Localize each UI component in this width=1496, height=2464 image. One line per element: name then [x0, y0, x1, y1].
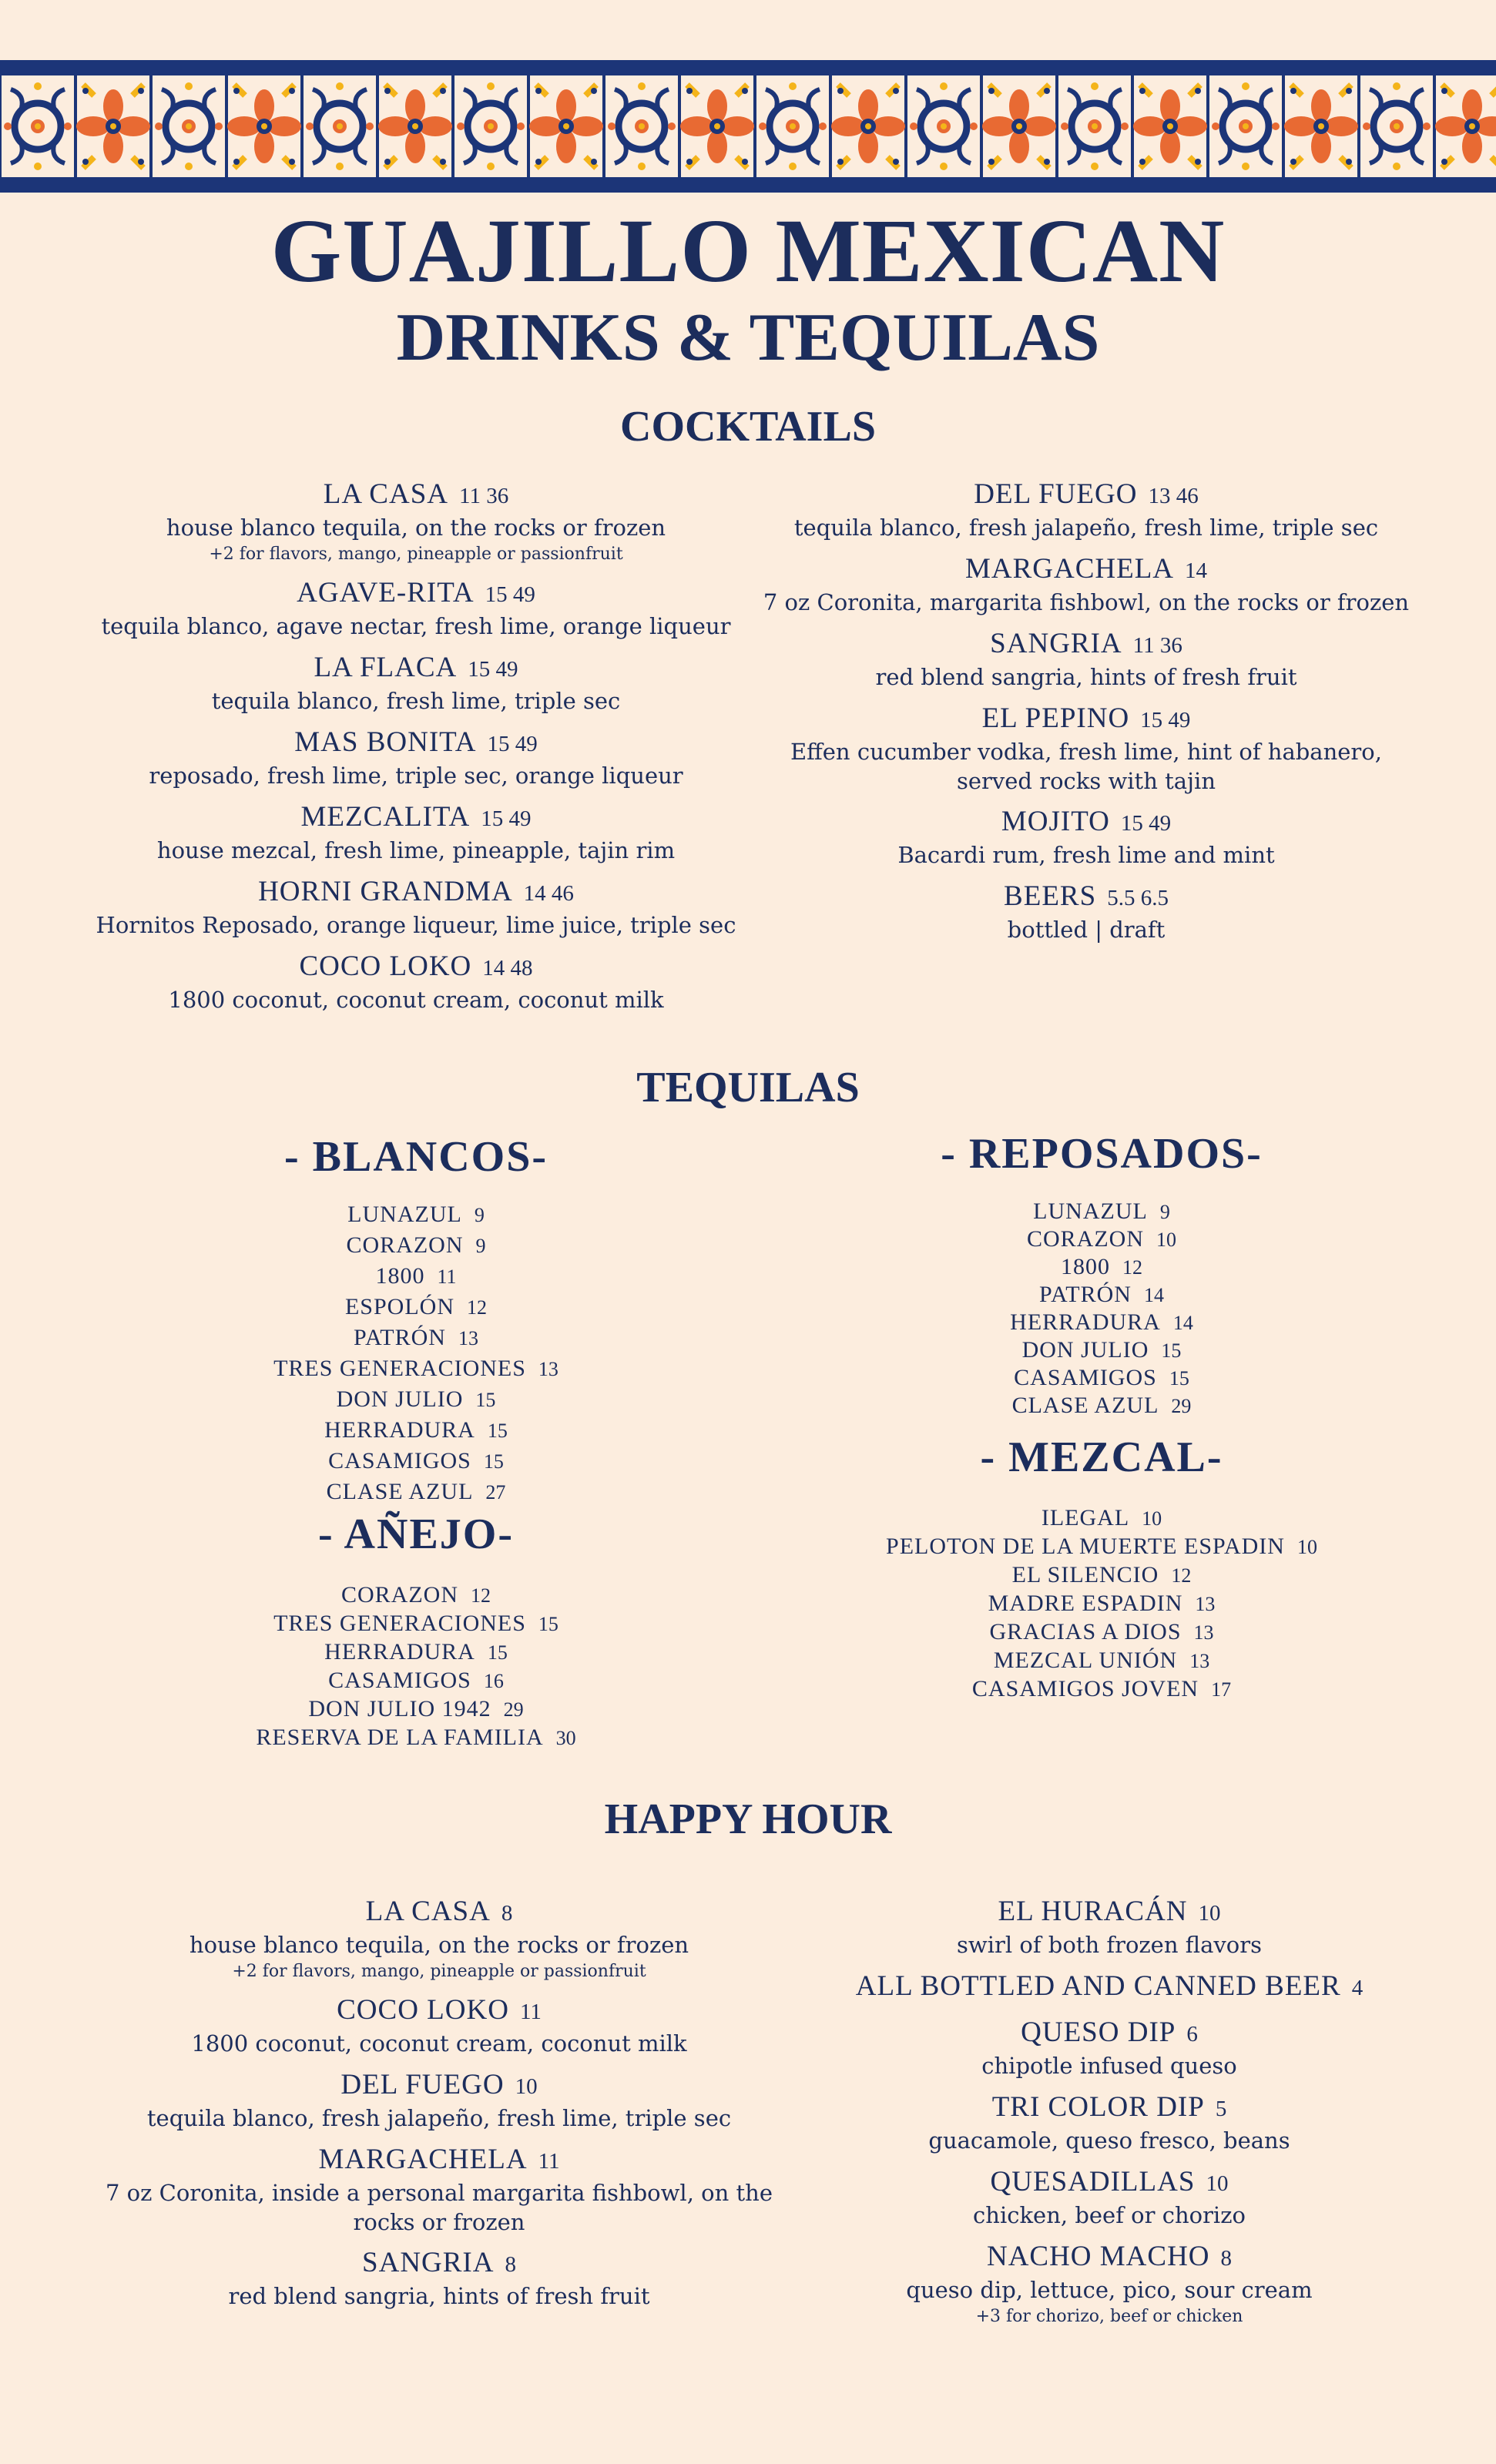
item-price: 5	[1215, 2097, 1227, 2121]
happy-item-nacho-macho	[786, 2240, 1433, 2329]
item-description: tequila blanco, fresh jalapeño, fresh lime, triple sec	[146, 2105, 732, 2131]
item-name: CORAZON	[340, 1582, 458, 1607]
item-name: HORNI GRANDMA	[258, 876, 513, 907]
list-item	[100, 1639, 732, 1668]
item-price: 10	[515, 2074, 538, 2099]
list-item	[786, 1534, 1417, 1562]
item-name: DON JULIO	[336, 1386, 464, 1412]
list-item	[100, 1263, 732, 1294]
item-price: 5.5 6.5	[1107, 886, 1169, 910]
item-price: 11 36	[459, 484, 509, 508]
item-price: 11	[538, 2149, 560, 2174]
item-description: queso dip, lettuce, pico, sour cream	[906, 2277, 1313, 2303]
happy-item-coco-loko	[92, 1993, 786, 2068]
item-name: MAS BONITA	[294, 726, 477, 758]
item-description: house mezcal, fresh lime, pineapple, tajin rim	[156, 837, 676, 863]
list-item	[100, 1325, 732, 1356]
list-item	[786, 1648, 1417, 1676]
list-item	[100, 1479, 732, 1510]
item-description: tequila blanco, agave nectar, fresh lime, orange liqueur	[101, 613, 731, 639]
list-item	[100, 1417, 732, 1448]
list-item	[786, 1254, 1417, 1282]
item-name: LA FLACA	[314, 652, 458, 683]
item-price: 15	[475, 1389, 496, 1411]
happy-item-all-beer	[786, 1970, 1433, 2016]
item-name: PATRÓN	[1039, 1282, 1132, 1307]
item-price: 10	[1156, 1229, 1176, 1251]
cocktail-item-la-casa	[92, 478, 740, 576]
item-price: 15 49	[485, 582, 535, 607]
item-name: CORAZON	[1026, 1226, 1144, 1252]
anejo-heading: - AÑEJO-	[318, 1510, 514, 1558]
item-name: LUNAZUL	[347, 1202, 462, 1227]
item-price: 11	[519, 2000, 542, 2024]
item-price: 15	[1161, 1339, 1182, 1362]
cocktail-item-la-flaca	[92, 651, 740, 726]
item-description: Bacardi rum, fresh lime and mint	[897, 842, 1275, 868]
list-item	[100, 1696, 732, 1725]
item-description: tequila blanco, fresh lime, triple sec	[211, 688, 621, 714]
item-description: 1800 coconut, coconut cream, coconut milk	[191, 2030, 687, 2057]
list-item	[100, 1356, 732, 1386]
item-name: MEZCAL UNIÓN	[993, 1648, 1178, 1673]
item-price: 13	[1193, 1621, 1214, 1644]
item-name: DON JULIO	[1021, 1337, 1149, 1363]
tile-border-band	[0, 60, 1496, 193]
item-price: 15	[487, 1420, 508, 1442]
cocktail-item-sangria	[755, 627, 1417, 702]
item-name: DEL FUEGO	[340, 2069, 505, 2100]
cocktail-item-mas-bonita	[92, 726, 740, 800]
item-name: ESPOLÓN	[344, 1294, 455, 1319]
item-price: 13	[1195, 1593, 1216, 1615]
item-description: chipotle infused queso	[981, 2053, 1237, 2079]
item-name: TRES GENERACIONES	[273, 1611, 526, 1636]
happy-item-tri-color-dip	[786, 2090, 1433, 2165]
item-price: 9	[474, 1204, 485, 1226]
item-price: 15	[487, 1641, 508, 1664]
list-item	[786, 1619, 1417, 1648]
mezcal-heading: - MEZCAL-	[980, 1433, 1223, 1481]
cocktail-item-mojito	[755, 805, 1417, 880]
item-description: 7 oz Coronita, inside a personal margarita fishbowl, on the rocks or frozen	[106, 2180, 773, 2235]
item-name: SANGRIA	[990, 628, 1122, 659]
item-name: QUESADILLAS	[990, 2166, 1196, 2197]
item-price: 14 46	[523, 881, 574, 906]
item-price: 4	[1351, 1976, 1364, 2000]
item-description: house blanco tequila, on the rocks or frozen	[166, 515, 666, 541]
happy-item-del-fuego	[92, 2068, 786, 2143]
item-name: PATRÓN	[354, 1325, 446, 1350]
list-item	[786, 1365, 1417, 1393]
cocktails-heading: COCKTAILS	[620, 403, 876, 451]
item-description: 7 oz Coronita, margarita fishbowl, on the rocks or frozen	[763, 589, 1410, 615]
item-name: DON JULIO 1942	[308, 1696, 491, 1721]
item-name: MEZCALITA	[300, 801, 471, 833]
blancos-list	[100, 1202, 732, 1510]
mezcal-list	[786, 1505, 1417, 1705]
tequilas-heading: TEQUILAS	[636, 1064, 860, 1111]
cocktail-item-agave-rita	[92, 576, 740, 651]
item-price: 10	[1296, 1536, 1317, 1558]
list-item	[100, 1611, 732, 1639]
list-item	[786, 1505, 1417, 1534]
happy-hour-right-column	[786, 1895, 1433, 2329]
cocktails-right-column	[755, 478, 1417, 944]
list-item	[786, 1393, 1417, 1420]
item-price: 15	[1169, 1367, 1189, 1390]
item-description: red blend sangria, hints of fresh fruit	[228, 2283, 650, 2309]
item-description: 1800 coconut, coconut cream, coconut milk	[168, 987, 664, 1013]
item-price: 15	[538, 1613, 558, 1635]
item-name: DEL FUEGO	[974, 478, 1138, 510]
list-item	[786, 1226, 1417, 1254]
item-price: 13	[1189, 1650, 1210, 1672]
happy-item-la-casa	[92, 1895, 786, 1993]
happy-item-quesadillas	[786, 2165, 1433, 2240]
item-price: 15 49	[1120, 811, 1172, 836]
list-item	[100, 1294, 732, 1325]
cocktail-item-mezcalita	[92, 800, 740, 875]
item-name: COCO LOKO	[337, 1994, 509, 2026]
cocktails-left-column	[92, 478, 740, 1014]
item-price: 14	[1185, 558, 1208, 583]
item-name: MOJITO	[1001, 806, 1110, 837]
item-name: 1800	[1061, 1254, 1110, 1279]
item-name: CASAMIGOS	[1014, 1365, 1157, 1390]
item-price: 13 46	[1148, 484, 1199, 508]
item-price: 13	[538, 1358, 558, 1380]
item-price: 8	[1220, 2246, 1233, 2271]
list-item	[786, 1337, 1417, 1365]
item-price: 8	[505, 2252, 516, 2277]
item-description: reposado, fresh lime, triple sec, orange liqueur	[149, 763, 683, 789]
item-price: 10	[1142, 1507, 1162, 1530]
item-note: +2 for flavors, mango, pineapple or passionfruit	[209, 545, 623, 564]
cocktail-item-horni-grandma	[92, 875, 740, 950]
item-description: house blanco tequila, on the rocks or frozen	[189, 1932, 689, 1958]
list-item	[786, 1591, 1417, 1619]
item-price: 14 48	[482, 956, 533, 981]
item-name: CASAMIGOS JOVEN	[971, 1676, 1199, 1701]
item-price: 10	[1206, 2171, 1229, 2196]
item-name: AGAVE-RITA	[297, 577, 475, 608]
item-name: LA CASA	[323, 478, 449, 510]
item-price: 10	[1198, 1901, 1221, 1926]
talavera-tile-pattern	[0, 75, 1496, 177]
list-item	[100, 1448, 732, 1479]
happy-item-el-huracan	[786, 1895, 1433, 1970]
list-item	[100, 1582, 732, 1611]
reposados-heading: - REPOSADOS-	[941, 1130, 1263, 1178]
item-name: CASAMIGOS	[328, 1448, 471, 1473]
item-name: TRI COLOR DIP	[991, 2091, 1205, 2123]
happy-hour-left-column	[92, 1895, 786, 2311]
item-name: ILEGAL	[1041, 1505, 1130, 1530]
happy-item-margachela	[92, 2143, 786, 2246]
cocktail-item-el-pepino	[755, 702, 1417, 805]
item-name: SANGRIA	[362, 2247, 495, 2278]
item-description: tequila blanco, fresh jalapeño, fresh lime, triple sec	[793, 515, 1379, 541]
restaurant-name: GUAJILLO MEXICAN	[270, 200, 1226, 301]
item-price: 9	[1159, 1201, 1170, 1223]
item-price: 15 49	[487, 732, 538, 756]
item-price: 17	[1211, 1678, 1232, 1701]
item-price: 29	[503, 1698, 524, 1721]
item-name: LUNAZUL	[1033, 1198, 1148, 1224]
item-name: CASAMIGOS	[328, 1668, 471, 1693]
item-name: QUESO DIP	[1021, 2016, 1176, 2048]
cocktail-item-beers	[755, 880, 1417, 944]
item-name: EL PEPINO	[981, 702, 1130, 734]
menu-subtitle: DRINKS & TEQUILAS	[396, 300, 1100, 375]
item-price: 13	[458, 1327, 478, 1349]
list-item	[786, 1562, 1417, 1591]
item-price: 16	[483, 1670, 504, 1692]
item-price: 8	[501, 1901, 513, 1926]
item-description: chicken, beef or chorizo	[973, 2202, 1246, 2228]
item-price: 12	[467, 1296, 487, 1319]
item-price: 15 49	[468, 657, 518, 682]
list-item	[100, 1725, 732, 1753]
item-price: 11	[437, 1266, 457, 1288]
item-name: PELOTON DE LA MUERTE ESPADIN	[886, 1534, 1285, 1559]
item-price: 9	[475, 1235, 486, 1257]
happy-item-sangria	[92, 2246, 786, 2311]
item-name: CLASE AZUL	[1011, 1393, 1159, 1418]
tequilas-left-column	[100, 1132, 732, 1753]
item-name: TRES GENERACIONES	[273, 1356, 526, 1381]
list-item	[786, 1282, 1417, 1309]
item-name: MADRE ESPADIN	[988, 1591, 1183, 1616]
anejo-list	[100, 1582, 732, 1753]
item-name: EL SILENCIO	[1011, 1562, 1159, 1587]
item-price: 6	[1186, 2022, 1198, 2047]
reposados-list	[786, 1198, 1417, 1420]
item-name: CORAZON	[346, 1232, 464, 1258]
list-item	[786, 1676, 1417, 1705]
item-price: 12	[1171, 1564, 1192, 1587]
item-price: 14	[1143, 1284, 1164, 1306]
item-name: MARGACHELA	[318, 2144, 528, 2175]
item-price: 12	[1122, 1256, 1142, 1279]
item-price: 27	[485, 1481, 506, 1504]
item-name: LA CASA	[365, 1896, 491, 1927]
list-item	[100, 1386, 732, 1417]
list-item	[786, 1309, 1417, 1337]
item-name: CLASE AZUL	[326, 1479, 474, 1504]
item-description: guacamole, queso fresco, beans	[928, 2127, 1290, 2154]
item-description: swirl of both frozen flavors	[957, 1932, 1262, 1958]
item-price: 15 49	[481, 806, 532, 831]
cocktail-item-del-fuego	[755, 478, 1417, 552]
happy-item-queso-dip	[786, 2016, 1433, 2090]
list-item	[786, 1198, 1417, 1226]
item-name: MARGACHELA	[964, 553, 1175, 585]
item-note: +3 for chorizo, beef or chicken	[975, 2307, 1243, 2326]
item-name: HERRADURA	[1010, 1309, 1161, 1335]
cocktail-item-margachela	[755, 552, 1417, 627]
item-price: 29	[1171, 1395, 1192, 1417]
item-price: 30	[555, 1727, 576, 1749]
item-description: Effen cucumber vodka, fresh lime, hint of habanero, served rocks with tajin	[790, 739, 1382, 794]
happy-hour-heading: HAPPY HOUR	[604, 1795, 892, 1843]
item-name: RESERVA DE LA FAMILIA	[256, 1725, 544, 1750]
item-price: 14	[1172, 1312, 1193, 1334]
list-item	[100, 1668, 732, 1696]
item-description: Hornitos Reposado, orange liqueur, lime juice, triple sec	[96, 912, 736, 938]
tequilas-right-column	[786, 1129, 1417, 1705]
item-name: HERRADURA	[324, 1417, 475, 1443]
item-price: 15	[483, 1450, 504, 1473]
item-name: 1800	[375, 1263, 425, 1289]
item-name: EL HURACÁN	[998, 1896, 1188, 1927]
cocktail-item-coco-loko	[92, 950, 740, 1014]
blancos-heading: - BLANCOS-	[283, 1133, 548, 1181]
item-description: red blend sangria, hints of fresh fruit	[875, 664, 1297, 690]
item-description: bottled | draft	[1007, 917, 1166, 943]
list-item	[100, 1232, 732, 1263]
item-note: +2 for flavors, mango, pineapple or passionfruit	[232, 1962, 646, 1981]
item-name: NACHO MACHO	[986, 2241, 1210, 2272]
item-name: HERRADURA	[324, 1639, 475, 1664]
list-item	[100, 1202, 732, 1232]
item-price: 15 49	[1140, 708, 1191, 732]
item-price: 12	[471, 1584, 491, 1607]
item-name: ALL BOTTLED AND CANNED BEER	[855, 1970, 1341, 2002]
item-name: COCO LOKO	[299, 950, 472, 982]
item-name: BEERS	[1004, 880, 1097, 912]
item-name: GRACIAS A DIOS	[989, 1619, 1182, 1644]
item-price: 11 36	[1132, 633, 1182, 658]
